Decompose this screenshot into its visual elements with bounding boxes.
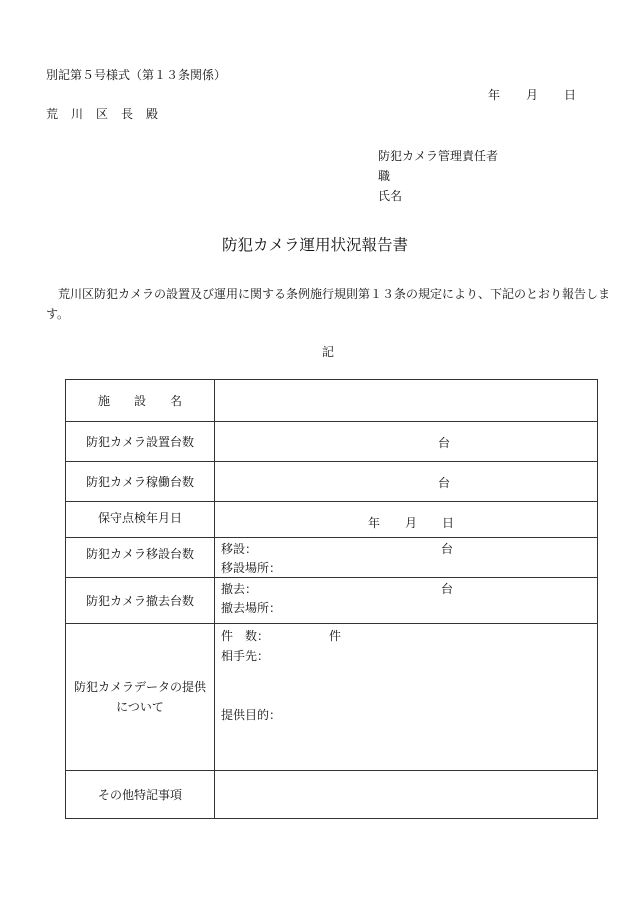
facility-name-label: 施 設 名 [66,380,215,422]
inspection-year: 年 [368,516,381,530]
sender-block [378,146,498,206]
body-paragraph: 荒川区防犯カメラの設置及び運用に関する条例施行規則第１３条の規定により、下記のとおり報告します。 [46,287,611,321]
relocated-label: 移設： [221,542,258,556]
inspection-day: 日 [442,516,455,530]
table-row [66,624,598,771]
sender-name: 氏名 [378,189,403,203]
date-year-label: 年 [488,88,501,102]
inspection-date-field[interactable] [215,502,598,538]
provision-purpose-label: 提供目的： [221,708,282,722]
facility-name-field[interactable] [215,380,598,422]
sender-role: 防犯カメラ管理責任者 [378,149,499,163]
inspection-date-label: 保守点検年月日 [66,502,215,538]
table-row [66,502,598,538]
data-provision-label [66,624,215,771]
installed-count-field[interactable] [215,422,598,462]
provision-recipient-label: 相手先： [221,649,270,663]
provision-count-label: 件 数： [221,629,270,643]
table-row [66,578,598,624]
provision-count-unit: 件 [329,629,342,643]
removed-count-field[interactable] [215,578,598,624]
table-row [66,422,598,462]
relocated-count-field[interactable] [215,538,598,578]
other-notes-label: その他特記事項 [66,771,215,819]
addressee: 荒 川 区 長 殿 [46,107,159,121]
table-row [66,380,598,422]
relocated-count-label: 防犯カメラ移設台数 [66,538,215,578]
ki-heading: 記 [321,345,334,359]
removed-label: 撤去： [221,582,258,596]
form-number: 別記第５号様式（第１３条関係） [46,68,227,82]
data-provision-label-line2: について [116,700,164,714]
table-row [66,462,598,502]
table-row [66,771,598,819]
document-title: 防犯カメラ運用状況報告書 [221,236,408,254]
date-day-label: 日 [564,88,577,102]
data-provision-field[interactable] [215,624,598,771]
installed-count-label: 防犯カメラ設置台数 [66,422,215,462]
operating-count-label: 防犯カメラ稼働台数 [66,462,215,502]
sender-position: 職 [378,169,391,183]
date-line [488,86,576,103]
removed-count-label: 防犯カメラ撤去台数 [66,578,215,624]
other-notes-field[interactable] [215,771,598,819]
relocated-unit: 台 [441,542,454,556]
installed-count-unit: 台 [438,436,451,450]
inspection-month: 月 [405,516,418,530]
relocated-place-label: 移設場所： [221,561,282,575]
removed-unit: 台 [441,582,454,596]
table-row [66,538,598,578]
operating-count-field[interactable] [215,462,598,502]
removed-place-label: 撤去場所： [221,601,282,615]
report-table [65,379,598,819]
operating-count-unit: 台 [438,476,451,490]
date-month-label: 月 [526,88,539,102]
data-provision-label-line1: 防犯カメラデータの提供 [73,680,206,694]
